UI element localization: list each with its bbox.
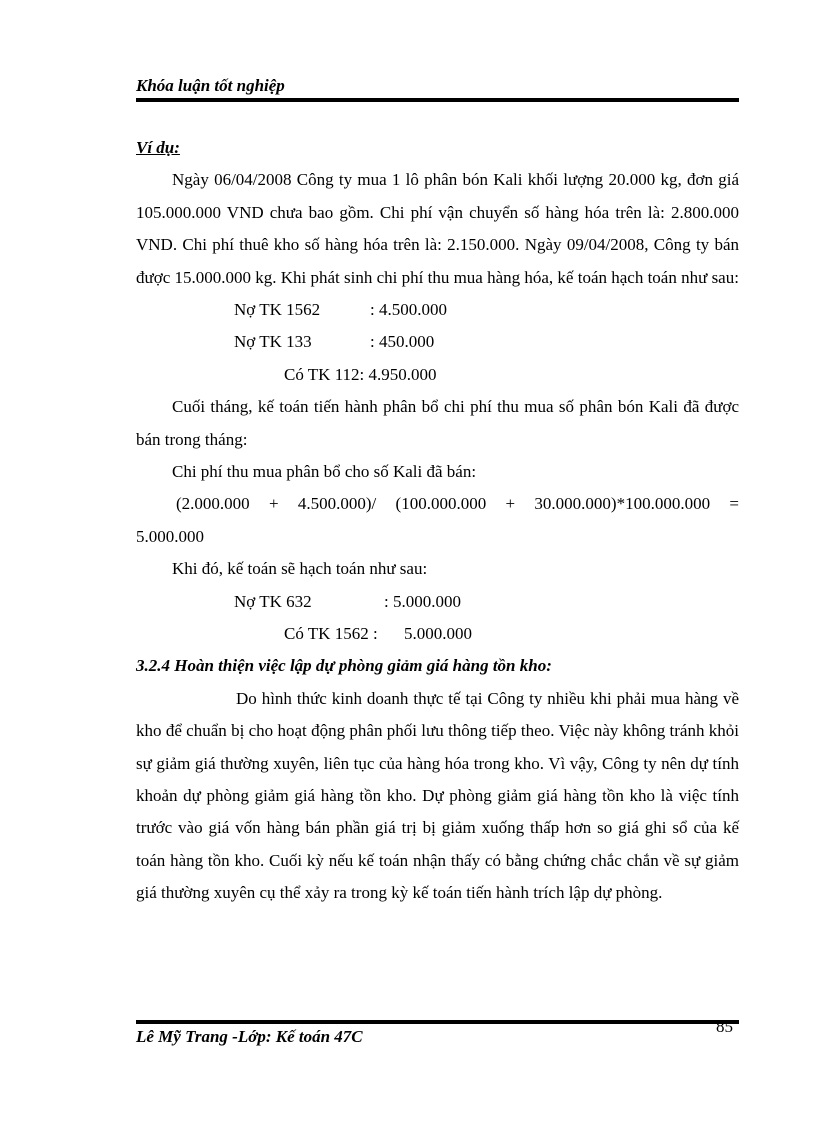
journal-entry-debit-133 <box>136 326 739 358</box>
footer-author: Lê Mỹ Trang -Lớp: Kế toán 47C <box>136 1027 363 1046</box>
header-divider <box>136 98 739 102</box>
entry-account: Nợ TK 632 <box>234 591 312 611</box>
journal-entry-credit-1562 <box>136 618 739 650</box>
formula-part: 30.000.000)*100.000.000 <box>534 494 711 514</box>
entry-amount: : 4.500.000 <box>370 300 447 320</box>
formula-result: 5.000.000 <box>136 526 204 546</box>
entry-account: Nợ TK 1562 <box>234 300 321 320</box>
formula-part: + <box>505 494 516 514</box>
page-number: 85 <box>716 1017 733 1036</box>
example-paragraph: Ngày 06/04/2008 Công ty mua 1 lô phân bón Kali khối lượng 20.000 kg, đơn giá 105.000.000 VND chưa bao gồm. Chi phí vận chuyển số hàng hóa trên là: 2.800.000 VND. Chi phí thuê kho số hàng hóa trên là: 2.150.000. Ngày 09/04/2008, Công ty bán được 15.000.000 kg. Khi phát sinh chi phí thu mua hàng hóa, kế toán hạch toán như sau: <box>136 170 739 287</box>
entry-account: Có TK 1562 : <box>284 624 378 644</box>
journal-entry-credit-112 <box>136 359 739 391</box>
journal-entry-debit-632 <box>136 586 739 618</box>
allocation-label: Chi phí thu mua phân bổ cho số Kali đã bán: <box>172 462 477 482</box>
entry-intro-paragraph: Khi đó, kế toán sẽ hạch toán như sau: <box>172 559 428 579</box>
formula-part: = <box>729 494 739 514</box>
entry-amount: 5.000.000 <box>404 624 472 644</box>
entry-credit: Có TK 112: 4.950.000 <box>284 364 437 384</box>
footer-divider <box>136 1020 739 1024</box>
formula-part: 4.500.000)/ <box>297 494 377 514</box>
header-title: Khóa luận tốt nghiệp <box>136 76 285 95</box>
example-heading: Ví dụ: <box>136 138 180 157</box>
formula-part: (2.000.000 <box>176 494 250 514</box>
section-heading: 3.2.4 Hoàn thiện việc lập dự phòng giảm giá hàng tồn kho: <box>136 656 552 676</box>
page-body <box>136 132 739 910</box>
journal-entry-debit-1562 <box>136 294 739 326</box>
formula-part: + <box>268 494 279 514</box>
allocation-formula <box>136 488 739 520</box>
section-paragraph: Do hình thức kinh doanh thực tế tại Công ty nhiều khi phải mua hàng về kho để chuẩn bị cho hoạt động phân phối lưu thông tiếp theo. Việc này không tránh khỏi sự giảm giá thường xuyên, liên tục của hàng hóa trong kho. Vì vậy, Công ty nên dự tính khoản dự phòng giảm giá hàng tồn kho. Dự phòng giảm giá hàng tồn kho là việc tính trước vào giá vốn hàng bán phần giá trị bị giảm xuống thấp hơn so giá ghi sổ của kế toán hàng tồn kho. Cuối kỳ nếu kế toán nhận thấy có bằng chứng chắc chắn về sự giảm giá thường xuyên cụ thể xảy ra trong kỳ kế toán tiến hành trích lập dự phòng. <box>136 688 739 903</box>
entry-account: Nợ TK 133 <box>234 332 312 352</box>
formula-part: (100.000.000 <box>395 494 487 514</box>
entry-amount: : 450.000 <box>370 332 435 352</box>
entry-amount: : 5.000.000 <box>384 591 461 611</box>
allocation-paragraph: Cuối tháng, kế toán tiến hành phân bổ chi phí thu mua số phân bón Kali đã được bán trong tháng: <box>136 397 739 449</box>
